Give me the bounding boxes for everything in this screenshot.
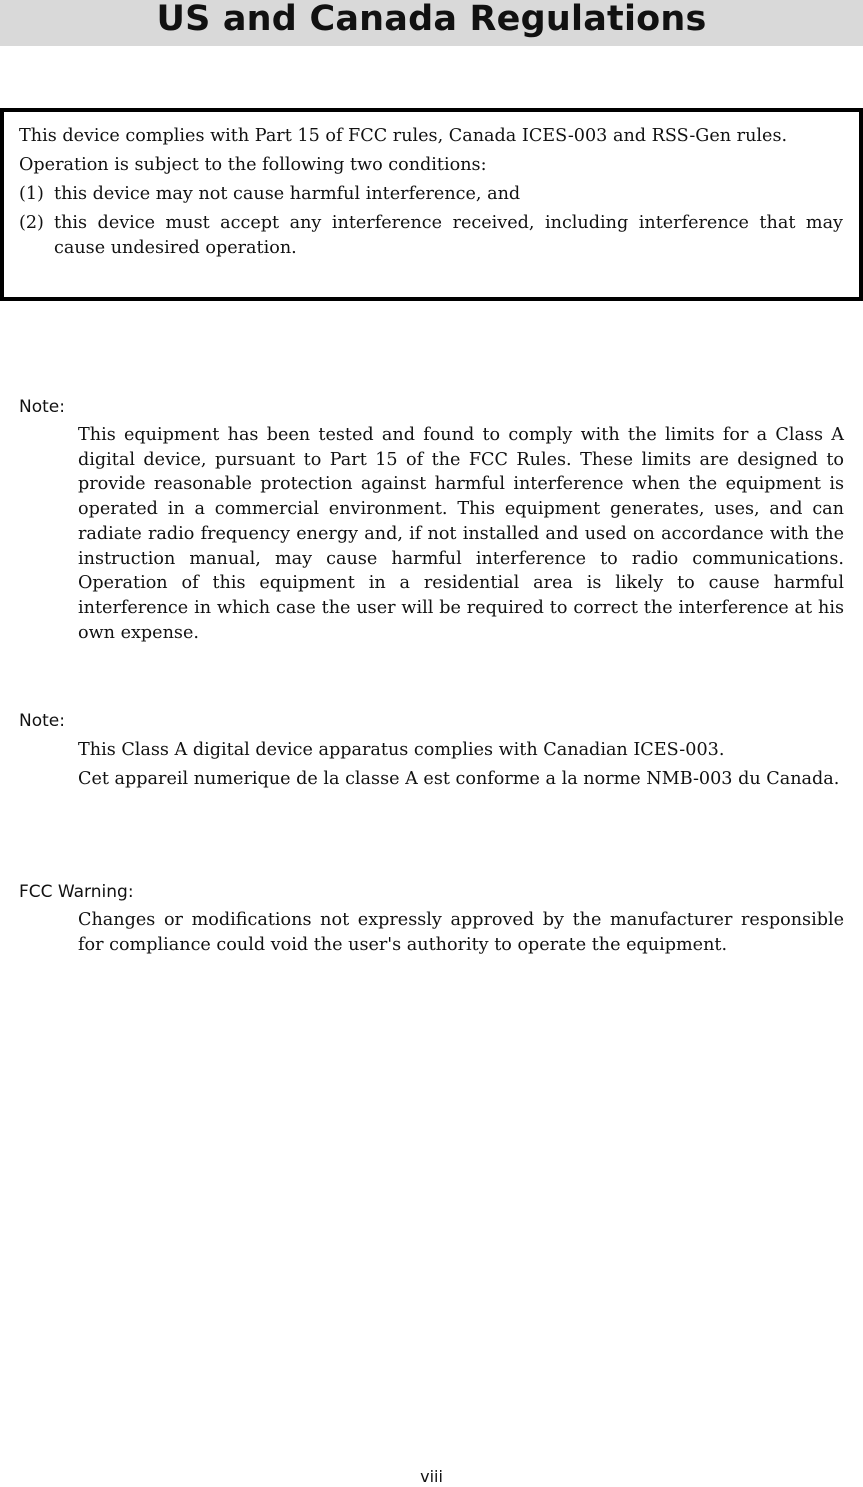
condition-text: this device may not cause harmful interference, and bbox=[54, 184, 521, 204]
condition-item-2 bbox=[19, 211, 843, 261]
title-bar bbox=[0, 0, 863, 46]
page-title: US and Canada Regulations bbox=[156, 0, 707, 39]
note-1-body bbox=[78, 423, 844, 649]
note-2-body bbox=[78, 738, 844, 795]
fcc-warning-heading: FCC Warning: bbox=[19, 882, 134, 902]
condition-text: this device must accept any interference received, including interference that may cause undesired operation. bbox=[54, 213, 843, 258]
note-2-paragraph-fr: Cet appareil numerique de la classe A est conforme a la norme NMB-003 du Canada. bbox=[78, 768, 840, 789]
compliance-box-content bbox=[19, 124, 843, 265]
compliance-intro: This device complies with Part 15 of FCC rules, Canada ICES-003 and RSS-Gen rules. bbox=[19, 126, 788, 146]
condition-number: (2) bbox=[19, 213, 44, 233]
note-2-heading: Note: bbox=[19, 711, 65, 731]
note-2-paragraph-en: This Class A digital device apparatus complies with Canadian ICES-003. bbox=[78, 740, 725, 760]
note-1-heading: Note: bbox=[19, 397, 65, 417]
condition-item-1 bbox=[19, 182, 843, 207]
conditions-lead: Operation is subject to the following two conditions: bbox=[19, 155, 487, 175]
condition-number: (1) bbox=[19, 184, 44, 204]
fcc-warning-body bbox=[78, 908, 844, 961]
compliance-box bbox=[0, 108, 863, 301]
page-number: viii bbox=[420, 1467, 443, 1486]
fcc-warning-paragraph: Changes or modifications not expressly approved by the manufacturer responsible for compliance could void the user's authority to operate the equipment. bbox=[78, 910, 844, 955]
note-1-paragraph: This equipment has been tested and found to comply with the limits for a Class A digital device, pursuant to Part 15 of the FCC Rules. These limits are designed to provide reasonable protection against harmful interference when the equipment is operated in a commercial environment. This equipment generates, uses, and can radiate radio frequency energy and, if not installed and used on accordance with the instruction manual, may cause harmful interference to radio communications. Operation of this equipment in a residential area is likely to cause harmful interference in which case the user will be required to correct the interference at his own expense. bbox=[78, 425, 844, 643]
